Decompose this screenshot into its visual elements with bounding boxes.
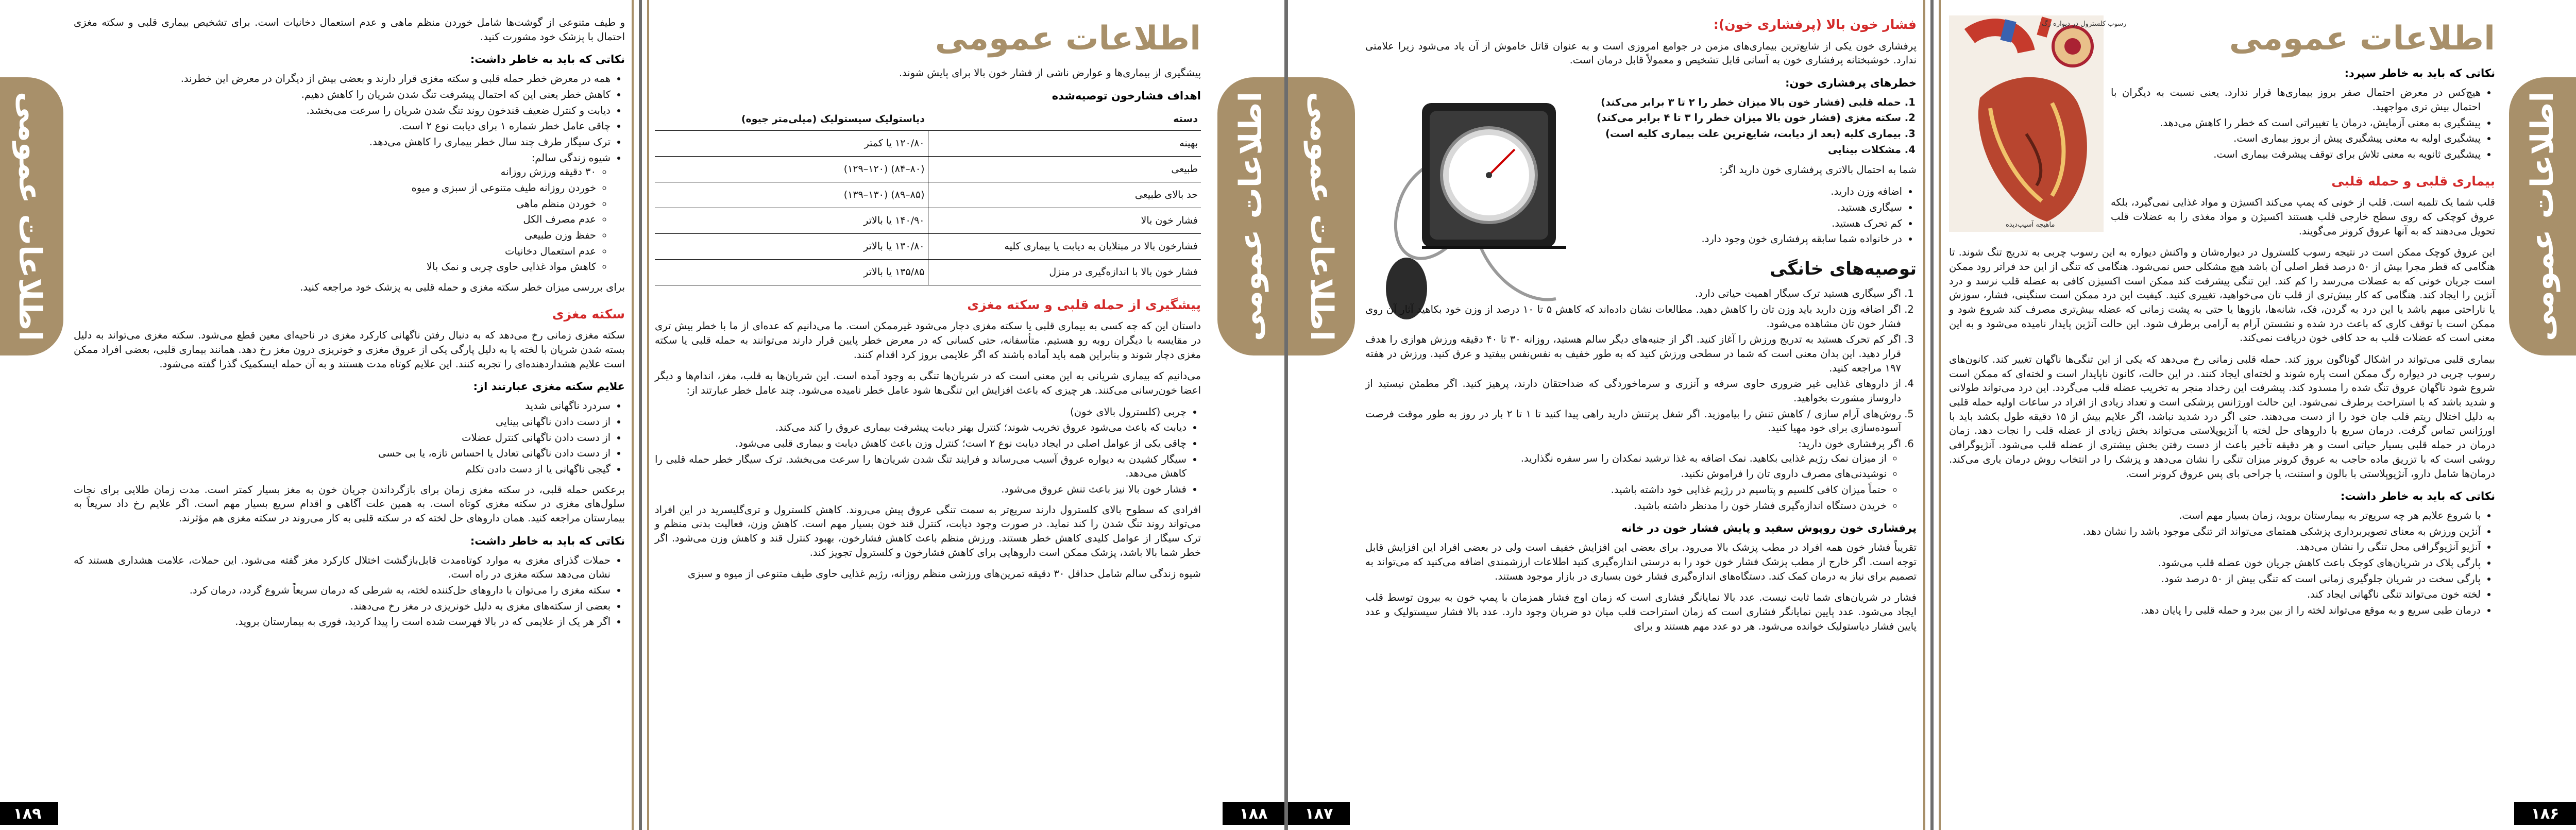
list-item: • سکته مغزی را می‌توان با داروهای حل‌کننده لخته، به شرطی که درمان سریعاً شروع گردد، درمان کرد. xyxy=(74,583,611,598)
remember-heading: نکاتی که باید به خاطر داشت: xyxy=(2340,490,2495,503)
table-header-row xyxy=(655,108,1201,130)
list-item: ◦ عدم مصرف الکل xyxy=(74,212,596,227)
paragraph: تقریباً فشار خون همه افراد در مطب پزشک بالا می‌رود. برای بعضی این افزایش خفیف است ولی در بعضی افراد این افزایش قابل توجه است. اگر خارج از مطب پزشک فشار خون خود را به درستی اندازه‌گیری کنید اطلاعات ارزشمندی اضافه می‌کنید که می‌تواند به تصمیم برای نیاز به درمان کمک کند. دستگاه‌های اندازه‌گیری فشار خون بسیاری در بازار موجود هستند. xyxy=(1365,541,1917,582)
section-tab xyxy=(1217,77,1284,355)
table-cell: بهینه xyxy=(928,130,1201,156)
list-item xyxy=(74,151,611,275)
heart-artery-illustration xyxy=(1949,15,2127,232)
healthy-lifestyle-list xyxy=(74,165,611,274)
figure-label-damaged-muscle: ماهیچه آسیب‌دیده xyxy=(2006,221,2055,229)
list-item: • چاقی یکی از عوامل اصلی در ایجاد دیابت نوع ۲ است؛ کنترل وزن باعث کاهش دیابت و بیماری قلبی می‌شود. xyxy=(655,436,1187,451)
list-item: • پارگی سخت در شریان جلوگیری زمانی است که تنگی بیش از ۵۰ درصد شود. xyxy=(1949,572,2481,586)
list-item: • بعضی از سکته‌های مغزی به دلیل خونریزی در مغز رخ می‌دهند. xyxy=(74,599,611,614)
list-item: • سیگار کشیدن به دیواره عروق آسیب می‌رساند و فرایند تنگ شدن شریان‌ها را سرعت می‌بخشد. ترک سیگار خطر حمله قلبی را کاهش می‌دهد. xyxy=(655,452,1187,481)
list-item: • از دست دادن ناگهانی تعادل یا احساس تازه، یا بی حسی xyxy=(74,446,611,461)
text-column xyxy=(1949,15,2495,624)
section-heading-hbp: فشار خون بالا (پرفشاری خون): xyxy=(1713,17,1917,32)
list-item: • ترک سیگار طرف چند سال خطر بیماری را کاهش می‌دهد. xyxy=(74,135,611,149)
list-item: • پارگی پلاک در شریان‌های کوچک باعث کاهش جریان خون عضله قلب می‌شود. xyxy=(1949,556,2481,570)
list-item: • گیجی ناگهانی یا از دست دادن تکلم xyxy=(74,462,611,477)
list-item: • چربی (کلسترول بالای خون) xyxy=(655,405,1187,419)
page-186 xyxy=(1934,0,2576,830)
section-tab xyxy=(2509,77,2576,355)
targets-heading: اهداف فشارخون توصیه‌شده xyxy=(1052,90,1201,103)
list-item: • دیابت و کنترل ضعیف قندخون روند تنگ شدن شریان را سرعت می‌بخشد. xyxy=(74,104,611,118)
list-item: • کم تحرک هستید. xyxy=(1587,216,1902,231)
paragraph: پرفشاری خون یکی از شایع‌ترین بیماری‌های مزمن در جوامع امروزی است و به عنوان قاتل خاموش از آن یاد می‌شود زیرا علامتی ندارد. خوشبختانه پرفشاری خون به آسانی قابل تشخیص و معمولاً قابل درمان است. xyxy=(1365,40,1917,66)
notes-list xyxy=(74,72,625,274)
paragraph: برای بررسی میزان خطر سکته مغزی و حمله قلبی به پزشک خود مراجعه کنید. xyxy=(300,281,625,294)
figure-label-plaque: رسوب کلسترول در دیواره رگ xyxy=(2042,20,2127,28)
paragraph: بیماری قلبی می‌تواند در اشکال گوناگون بروز کند. حمله قلبی زمانی رخ می‌دهد که یکی از این تنگی‌ها ناگهان تغییر کند. کانون‌های رسوب چربی در دیواره رگ ممکن است پاره شوند و لخته‌ای ایجاد کنند. در این حالت، کانون ناپایدار است و لخته‌ای که ممکن است شروع شود ناگهان عروق تنگ شده را مسدود کند. پیشرفت این رخداد منجر به تخریب عضله قلب می‌گردد. این درد می‌تواند طولانی و شدید باشد که با استراحت برطرف نمی‌شود. این حالت اورژانس پزشکی است و تعداد زیادی از افراد در ساعات اولیه حمله قلبی به دلیل اختلال ریتم قلب جان خود را از دست می‌دهند. حتی اگر درد شدید نباشد، اگر علایم بیش از ۱۵ دقیقه طول بکشد باید با اورژانس تماس گرفت. درمان سریع با داروهای حل لخته یا آنژیوپلاستی می‌تواند بخش زیادی از عضله قلب را نجات دهد. زمان درمان در حمله قلبی بسیار حیاتی است و هر دقیقه تأخیر باعث از دست رفتن بخش بیشتری از عضله قلب می‌شود. آنژیوگرافی روشی است که با تزریق ماده حاجب به عروق کرونر میزان تنگی را نشان می‌دهد و پزشک را در انتخاب روش درمان یاری می‌کند. درمان‌ها شامل دارو، آنژیوپلاستی با بالون و استنت، یا جراحی بای پس عروق کرونر است. xyxy=(1949,353,2495,480)
remember-list xyxy=(1949,509,2495,618)
list-item: • در خانواده شما سابقه پرفشاری خون وجود دارد. xyxy=(1587,232,1902,246)
measure-heading: پرفشاری خون روپوش سفید و پایش فشار خون در خانه xyxy=(1621,522,1917,535)
list-item: • سیگاری هستید. xyxy=(1587,200,1902,215)
table-row xyxy=(655,208,1201,233)
list-item: • از دست دادن ناگهانی بینایی xyxy=(74,415,611,429)
table-cell: ۱۴۰/۹۰ یا بالاتر xyxy=(655,208,928,233)
list-item: 4. مشکلات بینایی xyxy=(1587,143,1901,157)
list-item-label: اگر پرفشاری خون دارید: xyxy=(1798,438,1901,450)
table-row xyxy=(655,182,1201,208)
table-row xyxy=(655,259,1201,285)
section-tab xyxy=(1288,77,1355,355)
list-item: 3. بیماری کلیه (بعد از دیابت، شایع‌ترین علت بیماری کلیه است) xyxy=(1587,127,1901,141)
page-edge-line xyxy=(632,0,634,830)
section-tab xyxy=(0,77,63,355)
section-heading-prevention: پیشگیری از حمله قلبی و سکته مغزی xyxy=(967,297,1201,312)
paragraph: این عروق کوچک ممکن است در نتیجه رسوب کلسترول در دیواره‌شان و واکنش دیواره به این رسوب چربی به تدریج تنگ شوند. تا هنگامی که قطر مجرا بیش از ۵۰ درصد قطر اصلی آن باشد هیچ مشکلی حس نمی‌شود. هنگامی که تنگی از این حد فراتر رود ممکن است جریان خونی که به عضلات می‌رسد را کم کند. این تنگی پیشرفت کند ممکن است اکسیژن کافی به عضله قلب نرسد و درد آنژین را ایجاد کند. هنگامی که کار بیش‌تری از قلب تان می‌خواهید، تغییری کنید. کیفیت این درد ممکن است سنگینی، فشار، سوزش یا ناراحتی مبهم باشد یا این درد به گردن، فک، شانه‌ها، بازوها یا حتی به پشت زمانی که عضله بیش‌تری مصرف کند شروع شود و ممکن است با توقف کاری که باعث درد شده و نشستن آرام به آرامی برطرف شود. این حالت آنژین پایدار نامیده می‌شود و به این معنی است که عضلات قلب به حد کافی خون دریافت نمی‌کند. xyxy=(1949,246,2495,344)
section-tab-label: اطلاعات عمومی xyxy=(1303,91,1340,342)
list-item: • همه در معرض خطر حمله قلبی و سکته مغزی قرار دارند و بعضی بیش از دیگران در معرض این خطرند. xyxy=(74,72,611,86)
page-188 xyxy=(642,0,1284,830)
list-item: • درمان طبی سریع و به موقع می‌تواند لخته را از بین ببرد و حمله قلبی را پایان دهد. xyxy=(1949,603,2481,618)
list-item-label: شیوه زندگی سالم: xyxy=(531,151,611,164)
list-item: ◦ خریدن دستگاه اندازه‌گیری فشار خون را مدنظر داشته باشید. xyxy=(1365,499,1887,513)
page-title: اطلاعات عمومی xyxy=(935,20,1201,58)
table-cell: ۱۳۰/۸۰ یا بالاتر xyxy=(655,233,928,259)
table-cell: فشارخون بالا در مبتلایان به دیابت یا بیماری کلیه xyxy=(928,233,1201,259)
section-tab-label: اطلاعات عمومی xyxy=(12,91,48,342)
section-tab-label: اطلاعات عمومی xyxy=(1233,91,1269,342)
list-item: ◦ حفظ وزن طبیعی xyxy=(74,228,596,243)
notes-heading: نکاتی که باید به خاطر داشت: xyxy=(470,53,625,66)
list-item: 5. روش‌های آرام سازی / کاهش تنش را بیاموزید. اگر شغل پرتنش دارید راهی پیدا کنید تا ۱ تا ۲ بار در روز به طور موقت فرصت آسوده‌سازی برای خود مهیا کنید. xyxy=(1365,407,1901,435)
heart-image xyxy=(1949,15,2104,232)
table-cell: فشار خون بالا با اندازه‌گیری در منزل xyxy=(928,259,1201,285)
list-item: • آنژیو آنژیوگرافی محل تنگی را نشان می‌دهد. xyxy=(1949,540,2481,554)
list-item: ◦ ۳۰ دقیقه ورزش روزانه xyxy=(74,165,596,179)
table-row xyxy=(655,156,1201,182)
list-item: ◦ کاهش مواد غذایی حاوی چربی و نمک بالا xyxy=(74,260,596,274)
list-item: ◦ خوردن روزانه طیف متنوعی از سبزی و میوه xyxy=(74,181,596,195)
list-item: • هیچ‌کس در معرض احتمال صفر بروز بیماری‌ها قرار ندارد. یعنی نسبت به دیگران با احتمال بیش تری مواجهید. xyxy=(1949,86,2481,114)
paragraph: فشار در شریان‌های شما ثابت نیست. عدد بالا نمایانگر فشاری است که زمان اوج فشار همزمان با پمپ خون به بیرون توسط قلب ایجاد می‌شود. عدد پایین نمایانگر فشاری است که زمان استراحت قلب میان دو ضربان وجود دارد. عدد بالا فشار سیستولیک و عدد پایین فشار دیاستولیک خوانده می‌شود. هر دو عدد مهم هستند و برای xyxy=(1365,591,1917,632)
page-number: ۱۸۶ xyxy=(2514,802,2576,825)
list-item: ◦ عدم استعمال دخانیات xyxy=(74,244,596,259)
table-row xyxy=(655,233,1201,259)
table-cell: ۱۲۰/۸۰ یا کمتر xyxy=(655,130,928,156)
paragraph: داستان این که چه کسی به بیماری قلبی یا سکته مغزی دچار می‌شود غیرممکن است. ما می‌دانیم که عده‌ای از ما با خطر بیش تری در مقایسه با دیگران روبه رو هستیم. متأسفانه، حتی کسانی که در معرض خطر پایین قرار دارند می‌توانند به حمله قلبی یا سکته مغزی دچار شوند و بنابراین همه باید آماده باشند که اگر علایمی بروز کرد اقدام کنند. xyxy=(655,320,1201,361)
intro-paragraph: پیشگیری از بیماری‌ها و عوارض ناشی از فشار خون بالا برای پایش شوند. xyxy=(899,67,1201,79)
page-edge-line xyxy=(647,0,649,830)
page-number: ۱۸۸ xyxy=(1223,802,1284,825)
list-item: 2. سکته مغزی (فشار خون بالا میزان خطر را ۳ تا ۴ برابر می‌کند) xyxy=(1587,111,1901,125)
paragraph: قلب شما یک تلمبه است. قلب از خونی که پمپ می‌کند اکسیژن و مواد غذایی نمی‌گیرد، بلکه عروق کوچکی که روی سطح خارجی قلب هستند اکسیژن و مواد مغذی را به عضلات قلب تحویل می‌دهند که به آنها عروق کرونر می‌گویند. xyxy=(2111,196,2495,237)
table-cell: طبیعی xyxy=(928,156,1201,182)
section-heading-home: توصیه‌های خانگی xyxy=(1770,258,1917,279)
list-item: ◦ خوردن منظم ماهی xyxy=(74,197,596,211)
text-column xyxy=(74,15,625,635)
list-item: • آنژین ورزش به معنای تصویربرداری پزشکی همتمای می‌تواند اثر تنگی موجود باشد را نشان دهد. xyxy=(1949,524,2481,539)
table-cell: ۱۳۵/۸۵ یا بالاتر xyxy=(655,259,928,285)
risks-block xyxy=(1587,76,1917,281)
section-heading-heart: بیماری قلبی و حمله قلبی xyxy=(2331,173,2495,189)
conditions-list xyxy=(1587,184,1917,246)
page-edge-line xyxy=(1939,0,1941,830)
list-item: • از دست دادن ناگهانی کنترل عضلات xyxy=(74,431,611,445)
list-item: • لخته خون می‌تواند تنگی ناگهانی ایجاد کند. xyxy=(1949,587,2481,602)
table-cell: (۸۵–۸۹) (۱۳۰–۱۳۹) xyxy=(655,182,928,208)
list-item: • پیشگیری ثانویه به معنی تلاش برای توقف پیشرفت بیماری است. xyxy=(1949,147,2481,162)
text-column xyxy=(655,15,1201,588)
section-tab-label: اطلاعات عمومی xyxy=(2524,91,2561,342)
list-item: • حملات گذرای مغزی به موارد کوتاه‌مدت قابل‌بازگشت اختلال کارکرد مغز گفته می‌شود. این حملات، علامت هشداری هستند که نشان می‌دهد سکته مغزی در راه است. xyxy=(74,553,611,582)
paragraph: برعکس حمله قلبی، در سکته مغزی زمان برای بازگرداندن جریان خون به مغز بسیار کمتر است. مدت زمان طلایی برای نجات سلول‌های مغزی در سکته مغزی کوتاه است. به همین علت آگاهی و اقدام سریع بسیار مهم است. اگر علایم رخ داد سریعاً به بیمارستان مراجعه کنید. همان داروهای حل لخته که در سکته قلبی به کار می‌روند در سکته مغزی هم مؤثرند. xyxy=(74,483,625,524)
remember-heading: نکاتی که باید به خاطر سپرد: xyxy=(2344,67,2495,80)
text-column xyxy=(1365,15,1917,640)
risks-list xyxy=(1587,95,1917,157)
page-189 xyxy=(0,0,639,830)
list-item: 1. اگر سیگاری هستید ترک سیگار اهمیت حیاتی دارد. xyxy=(1365,286,1901,301)
paragraph: می‌دانیم که بیماری شریانی به این معنی است که در شریان‌ها تنگی به وجود آمده است. این شریان‌ها به قلب، مغز، اندام‌ها و دیگر اعضا خون‌رسانی می‌کنند. هر چیزی که باعث افزایش این تنگی‌ها شود عامل خطر نامیده می‌شود. چند عامل خطر عبارتند از: xyxy=(655,370,1201,396)
paragraph: افرادی که سطوح بالای کلسترول دارند سریع‌تر به سمت تنگی عروق پیش می‌روند. کاهش کلسترول و تری‌گلیسرید در این افراد می‌تواند روند تنگ شدن را کند نماید. در صورت وجود دیابت، کنترل قند خون بسیار مهم است. کاهش وزن، فعالیت بدنی منظم و ترک سیگار از عوامل کلیدی کاهش خطر هستند. ورزش منظم باعث کاهش فشارخون، بهبود کنترل قند و کاهش وزن می‌شود. اگر خطر شما بالا باشد، پزشک ممکن است داروهایی برای کاهش فشارخون و کلسترول تجویز کند. xyxy=(655,503,1201,558)
symptoms-list xyxy=(74,399,625,476)
list-item: • اگر هر یک از علایمی که در بالا فهرست شده است را پیدا کردید، فوری به بیمارستان بروید. xyxy=(74,615,611,629)
page-edge-line xyxy=(1923,0,1925,830)
list-item: • با شروع علایم هر چه سریع‌تر به بیمارستان بروید، زمان بسیار مهم است. xyxy=(1949,509,2481,523)
list-item: 3. اگر کم تحرک هستید به تدریج ورزش را آغاز کنید. اگر از جنبه‌های دیگر سالم هستید، روزانه ۳۰ تا ۴۰ دقیقه ورزش هوازی را هدف قرار دهید. این بدان معنی است که شما در سطحی ورزش کنید که به طور خفیف به نفس‌نفس بیفتید و عرق کنید. ورزش در هفته ۱۹۷ مراجعه کنید. xyxy=(1365,332,1901,375)
symptoms-heading: علایم سکته مغزی عبارتند از: xyxy=(473,380,625,393)
intro-paragraph: و طیف متنوعی از گوشت‌ها شامل خوردن منظم ماهی و عدم استعمال دخانیات است. برای تشخیص بیماری قلبی و سکته مغزی احتمال با پزشک خود مشورت کنید. xyxy=(74,16,625,43)
list-item: ◦ از میزان نمک رژیم غذایی بکاهید. نمک اضافه به غذا ترشید نمکدان را سر سفره نگذارید. xyxy=(1365,451,1887,466)
list-item: • فشار خون بالا نیز باعث تنش عروق می‌شود. xyxy=(655,482,1187,497)
table-cell: حد بالای طبیعی xyxy=(928,182,1201,208)
risks-heading: خطرهای پرفشاری خون: xyxy=(1785,76,1917,89)
paragraph: شما به احتمال بالاتری پرفشاری خون دارید اگر: xyxy=(1719,164,1917,176)
bp-targets-table xyxy=(655,108,1201,285)
paragraph: سکته مغزی زمانی رخ می‌دهد که به دنبال رفتن ناگهانی کارکرد مغزی در ناحیه‌ای معین قطع می‌شود. سکته مغزی می‌تواند به دلیل بسته شدن شریان با لخته یا به دلیل پارگی یکی از عروق مغزی و خونریزی درون مغز رخ دهد. همانند بیماری قلبی، بعضی افراد ممکن است علایم هشداردهنده‌ای را تجربه کنند. این علایم کوتاه مدت هستند و به آن حمله ایسکمیک گذرا گفته می‌شود. xyxy=(74,329,625,370)
list-item xyxy=(1365,437,1901,513)
risk-factors-list xyxy=(655,405,1201,497)
list-item: ◦ نوشیدنی‌های مصرف داروی تان را فراموش نکنید. xyxy=(1365,467,1887,481)
column-header-value: دیاستولیک سیستولیک (میلی‌متر جیوه) xyxy=(655,108,928,130)
home-advice-list xyxy=(1365,286,1917,513)
list-item: ◦ حتماً میزان کافی کلسیم و پتاسیم در رژیم غذایی خود داشته باشید. xyxy=(1365,483,1887,497)
table-cell: فشار خون بالا xyxy=(928,208,1201,233)
list-item: • چاقی عامل خطر شماره ۱ برای دیابت نوع ۲ است. xyxy=(74,119,611,133)
table-row xyxy=(655,130,1201,156)
list-item: • کاهش خطر یعنی این که احتمال پیشرفت تنگ شدن شریان را کاهش دهیم. xyxy=(74,88,611,102)
page-title: اطلاعات عمومی xyxy=(2229,20,2495,58)
hbp-tips-list xyxy=(1365,451,1901,513)
paragraph: شیوه زندگی سالم شامل حداقل ۳۰ دقیقه تمرین‌های ورزشی منظم روزانه، رژیم غذایی حاوی طیف متنوعی از میوه و سبزی xyxy=(687,568,1201,580)
list-item: • دیابت که باعث می‌شود عروق تخریب شوند؛ کنترل بهتر دیابت پیشرفت بیماری عروق را کند می‌کند. xyxy=(655,420,1187,435)
notes-heading: نکاتی که باید به خاطر داشت: xyxy=(470,534,625,547)
list-item: 1. حمله قلبی (فشار خون بالا میزان خطر را ۲ تا ۳ برابر می‌کند) xyxy=(1587,95,1901,110)
table-cell: (۸۰–۸۴) (۱۲۰–۱۲۹) xyxy=(655,156,928,182)
section-heading-stroke: سکته مغزی xyxy=(552,306,625,321)
page-number: ۱۸۹ xyxy=(0,802,58,825)
page-number: ۱۸۷ xyxy=(1288,802,1350,825)
list-item: • اضافه وزن دارید. xyxy=(1587,184,1902,199)
list-item: • پیشگیری اولیه به معنی پیشگیری پیش از بروز بیماری است. xyxy=(1949,131,2481,146)
list-item: • پیشگیری به معنی آزمایش، درمان یا تغییراتی است که خطر را کاهش می‌دهد. xyxy=(1949,116,2481,130)
list-item: 4. از داروهای غذایی غیر ضروری حاوی سرفه و آنزری و سرماخوردگی که ضداحتقان دارند، پرهیز کنید. اگر مطمئن نیستید از داروساز مشورت بخواهید. xyxy=(1365,377,1901,405)
column-header-category: دسته xyxy=(928,108,1201,130)
page-187 xyxy=(1288,0,1930,830)
notes-list xyxy=(74,553,625,629)
list-item: • سردرد ناگهانی شدید xyxy=(74,399,611,413)
list-item: 2. اگر اضافه وزن دارید باید وزن تان را کاهش دهید. مطالعات نشان داده‌اند که کاهش ۵ تا ۱۰ درصد از وزن خود بکاهید آثار آن روی فشار خون تان مشاهده می‌شود. xyxy=(1365,302,1901,331)
